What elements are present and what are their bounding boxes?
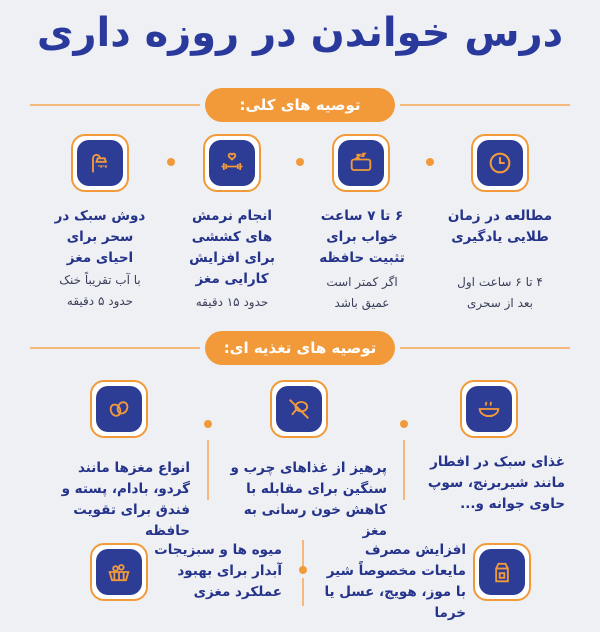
soup-bowl-icon <box>475 395 503 423</box>
no-fried-chicken-icon <box>285 395 313 423</box>
nutrition-dot-2 <box>204 420 212 428</box>
general-dot-3 <box>167 158 175 166</box>
general-item-4-title: دوش سبک در سحر برای احیای مغز <box>54 208 146 266</box>
sleep-pillow-icon-tile <box>332 134 390 192</box>
nutrition-heading-label: توصیه های تغذیه ای: <box>223 339 377 357</box>
section-line-right-2 <box>400 347 570 349</box>
section-line-right <box>400 104 570 106</box>
general-item-1-title: مطالعه در زمان طلایی یادگیری <box>447 208 553 245</box>
clock-icon <box>486 149 514 177</box>
milk-carton-icon-tile <box>473 543 531 601</box>
nutrition-divider-2 <box>207 440 209 500</box>
nutrition-dot-3 <box>299 566 307 574</box>
general-item-3-sub: حدود ۱۵ دقیقه <box>195 295 269 309</box>
clock-icon-tile <box>471 134 529 192</box>
nutrition-item-1: غذای سبک در افطار مانند شیربرنج، سوپ حاوی جوانه و... <box>427 454 565 512</box>
nutrition-divider-1 <box>403 440 405 500</box>
nutrition-heading <box>205 331 395 365</box>
nutrition-dot-1 <box>400 420 408 428</box>
shower-icon <box>86 149 114 177</box>
shower-icon-tile <box>71 134 129 192</box>
general-dot-1 <box>426 158 434 166</box>
nuts-icon-tile <box>90 380 148 438</box>
milk-carton-icon <box>488 558 516 586</box>
page-title: درس خواندن در روزه داری <box>36 10 564 56</box>
nutrition-divider-4 <box>302 578 304 606</box>
general-item-2-title: ۶ تا ۷ ساعت خواب برای تثبیت حافظه <box>319 208 405 266</box>
general-item-2-sub: اگر کمتر است عمیق باشد <box>326 275 398 310</box>
general-heading-label: توصیه های کلی: <box>239 96 361 114</box>
general-dot-2 <box>296 158 304 166</box>
nutrition-item-4: افزایش مصرف مایعات مخصوصاً شیر با موز، هویج، عسل یا خرما <box>324 542 466 621</box>
section-line-left-2 <box>30 347 200 349</box>
nutrition-item-3: انواع مغزها مانند گردو، بادام، پسته و فندق برای تقویت حافظه <box>61 460 190 539</box>
general-item-3-title: انجام نرمش های کششی برای افزایش کارایی مغز <box>189 208 275 287</box>
dumbbell-heart-icon <box>218 149 246 177</box>
general-item-1-sub: ۴ تا ۶ ساعت اول بعد از سحری <box>457 275 543 310</box>
no-fried-chicken-icon-tile <box>270 380 328 438</box>
fruit-basket-icon-tile <box>90 543 148 601</box>
nuts-icon <box>105 395 133 423</box>
nutrition-divider-3 <box>302 540 304 568</box>
general-item-4-sub: با آب تقریباً خنک حدود ۵ دقیقه <box>59 273 141 308</box>
nutrition-item-2: پرهیز از غذاهای چرب و سنگین برای مقابله با کاهش خون رسانی به مغز <box>230 460 387 539</box>
soup-bowl-icon-tile <box>460 380 518 438</box>
sleep-pillow-icon <box>347 149 375 177</box>
general-heading <box>205 88 395 122</box>
dumbbell-heart-icon-tile <box>203 134 261 192</box>
fruit-basket-icon <box>105 558 133 586</box>
nutrition-item-5: میوه ها و سبزیجات آبدار برای بهبود عملکرد مغزی <box>154 542 282 600</box>
section-line-left <box>30 104 200 106</box>
